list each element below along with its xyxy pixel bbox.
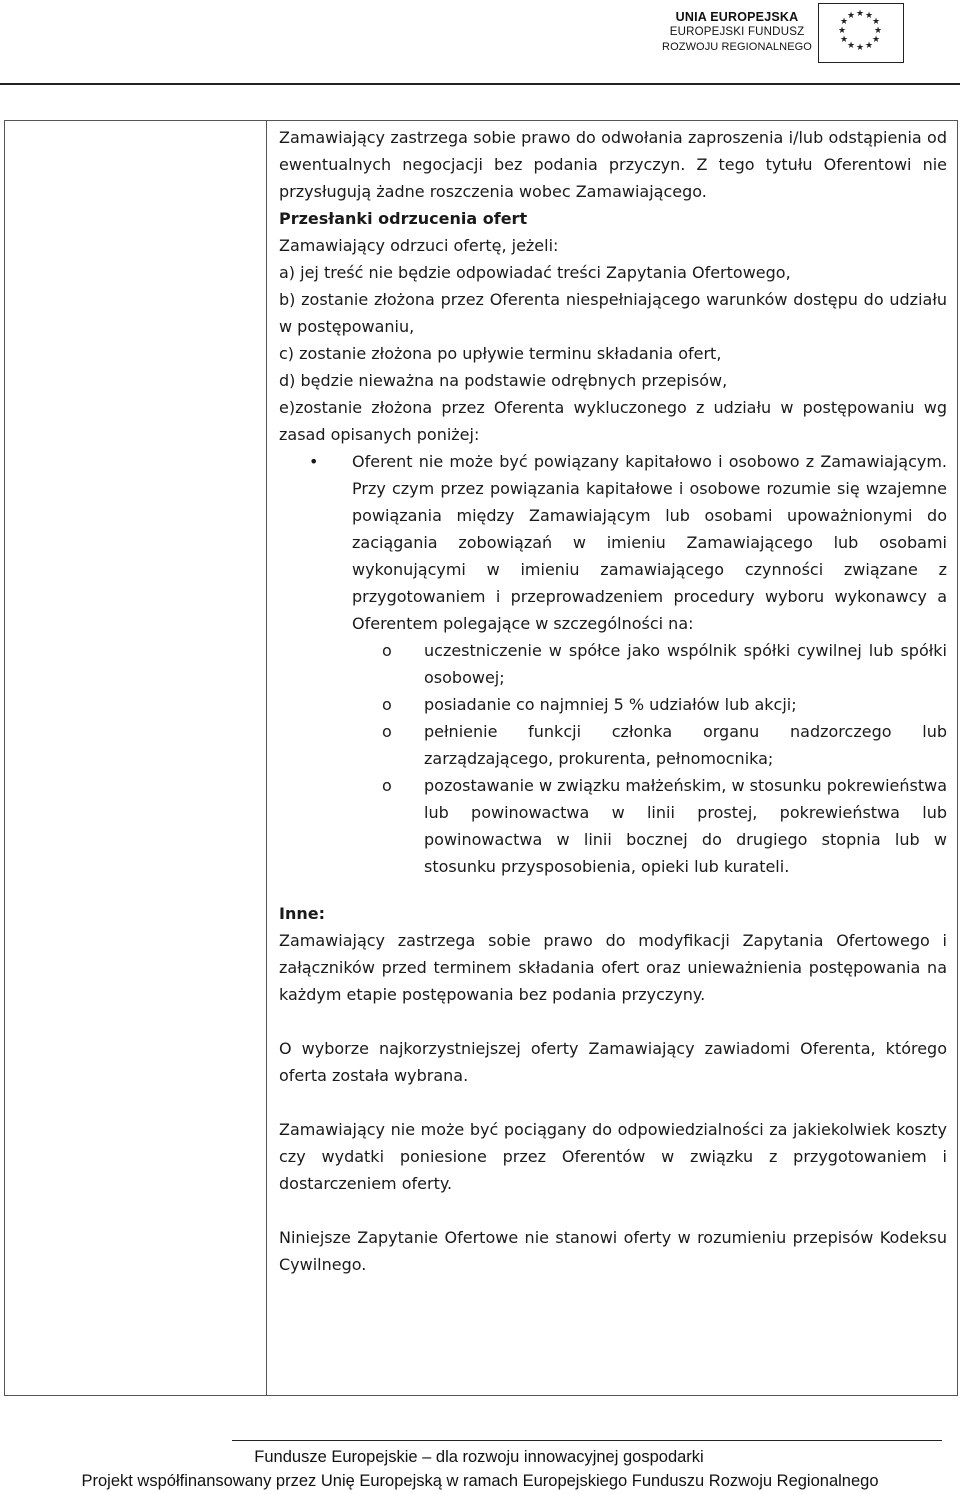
rejection-item-c: c) zostanie złożona po upływie terminu składania ofert,: [279, 344, 722, 363]
costs-paragraph: Zamawiający nie może być pociągany do odpowiedzialności za jakiekolwiek koszty czy wydatki poniesione przez Oferentów w związku z przygotowaniem i dostarczeniem oferty.: [279, 1120, 947, 1193]
rejection-intro: Zamawiający odrzuci ofertę, jeżeli:: [279, 236, 559, 255]
eu-stars-icon: [819, 4, 902, 61]
svg-text:★: ★: [839, 35, 849, 45]
svg-text:★: ★: [837, 26, 847, 36]
rejection-item-a: a) jej treść nie będzie odpowiadać treści Zapytania Ofertowego,: [279, 263, 791, 282]
svg-text:★: ★: [855, 9, 865, 19]
sub-item: [279, 691, 947, 718]
sub-marker: o: [382, 695, 392, 714]
other-heading: Inne:: [279, 904, 325, 923]
sub-item-text: posiadanie co najmniej 5 % udziałów lub akcji;: [424, 695, 797, 714]
svg-text:★: ★: [871, 35, 881, 45]
bullet-marker: •: [309, 452, 319, 471]
svg-text:★: ★: [855, 43, 865, 53]
footer-slogan: Fundusze Europejskie – dla rozwoju innowacyjnej gospodarki: [254, 1448, 704, 1466]
table-column-divider: [266, 120, 267, 1396]
logo-line-1: UNIA EUROPEJSKA: [675, 10, 799, 24]
civil-code-paragraph: Niniejsze Zapytanie Ofertowe nie stanowi oferty w rozumieniu przepisów Kodeksu Cywilnego.: [279, 1228, 947, 1274]
page-header: [0, 0, 960, 90]
notification-paragraph: O wyborze najkorzystniejszej oferty Zamawiający zawiadomi Oferenta, którego oferta została wybrana.: [279, 1039, 947, 1085]
sub-item-text: uczestniczenie w spółce jako wspólnik spółki cywilnej lub spółki osobowej;: [424, 641, 947, 687]
logo-line-3: ROZWOJU REGIONALNEGO: [662, 41, 812, 53]
svg-text:★: ★: [871, 17, 881, 27]
spacer: [279, 1089, 947, 1116]
spacer: [279, 880, 947, 900]
svg-text:★: ★: [864, 11, 874, 21]
rejection-item-e: e)zostanie złożona przez Oferenta wykluczonego z udziału w postępowaniu wg zasad opisanych poniżej:: [279, 398, 947, 444]
footer-divider: [232, 1440, 942, 1441]
rejection-item-d: d) będzie nieważna na podstawie odrębnych przepisów,: [279, 371, 728, 390]
document-body: [279, 124, 947, 1278]
logo-line-2: EUROPEJSKI FUNDUSZ: [669, 26, 805, 38]
eu-flag-icon: [818, 3, 904, 63]
eu-logo-text: [662, 10, 812, 55]
relation-bullet-text: Oferent nie może być powiązany kapitałowo i osobowo z Zamawiającym. Przy czym przez powiązania kapitałowe i osobowe rozumie się wzajemne powiązania między Zamawiającym lub osobami upoważnionymi do zaciągania zobowiązań w imieniu Zamawiającego lub osobami wykonującymi w imieniu zamawiającego czynności związane z przygotowaniem i przeprowadzeniem procedury wyboru wykonawcy a Oferentem polegające w szczególności na:: [352, 452, 947, 633]
svg-text:★: ★: [864, 41, 874, 51]
sub-marker: o: [382, 776, 392, 795]
sub-item: [279, 637, 947, 691]
relation-bullet: [279, 448, 947, 637]
sub-item-text: pełnienie funkcji członka organu nadzorczego lub zarządzającego, prokurenta, pełnomocnika;: [424, 722, 947, 768]
sub-item-text: pozostawanie w związku małżeńskim, w stosunku pokrewieństwa lub powinowactwa w linii prostej, pokrewieństwa lub powinowactwa w linii bocznej do drugiego stopnia lub w stosunku przysposobienia, opieki lub kurateli.: [424, 776, 947, 876]
sub-marker: o: [382, 641, 392, 660]
header-divider: [0, 83, 960, 85]
spacer: [279, 1197, 947, 1224]
withdrawal-paragraph: Zamawiający zastrzega sobie prawo do odwołania zaproszenia i/lub odstąpienia od ewentualnych negocjacji bez podania przyczyn. Z tego tytułu Oferentowi nie przysługują żadne roszczenia wobec Zamawiającego.: [279, 128, 947, 201]
spacer: [279, 1008, 947, 1035]
svg-text:★: ★: [839, 17, 849, 27]
svg-text:★: ★: [846, 41, 856, 51]
sub-item: [279, 718, 947, 772]
sub-item: [279, 772, 947, 880]
footer-cofinancing: Projekt współfinansowany przez Unię Europejską w ramach Europejskiego Funduszu Rozwoju Regionalnego: [81, 1472, 879, 1490]
rejection-item-b: b) zostanie złożona przez Oferenta niespełniającego warunków dostępu do udziału w postępowaniu,: [279, 290, 947, 336]
modification-paragraph: Zamawiający zastrzega sobie prawo do modyfikacji Zapytania Ofertowego i załączników przed terminem składania ofert oraz unieważnienia postępowania na każdym etapie postępowania bez podania przyczyny.: [279, 931, 947, 1004]
svg-text:★: ★: [873, 26, 883, 36]
sub-marker: o: [382, 722, 392, 741]
svg-text:★: ★: [846, 11, 856, 21]
rejection-heading: Przesłanki odrzucenia ofert: [279, 209, 528, 228]
